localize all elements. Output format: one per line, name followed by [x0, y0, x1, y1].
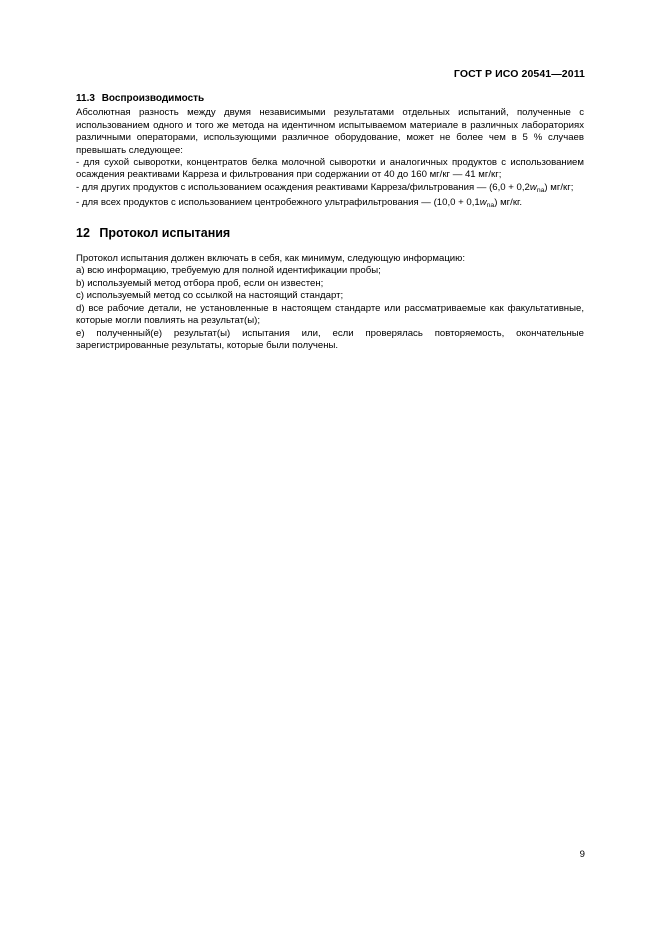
- reproducibility-item-1-text: - для сухой сыворотки, концентратов белка молочной сыворотки и аналогичных продуктов с использованием осаждения реактивами Карреза и фильтрования при содержании от 40 до 160 мг/кг — 41 мг/кг;: [76, 157, 584, 181]
- reproducibility-item-2-formula: [489, 182, 573, 193]
- reproducibility-item-1: [76, 157, 584, 182]
- reproducibility-item-2-text: - для других продуктов с использованием осаждения реактивами Карреза/фильтрования —: [76, 181, 487, 193]
- protocol-item-d: d) все рабочие детали, не установленные в настоящем стандарте или рассматриваемые как факультативные, которые могли повлиять на результат(ы);: [76, 302, 584, 327]
- page-content: [76, 93, 584, 352]
- section-12-heading: [76, 227, 584, 239]
- formula-2-subscript: na: [536, 186, 545, 194]
- section-12-intro: Протокол испытания должен включать в себя, как минимум, следующую информацию:: [76, 253, 466, 265]
- section-11-3-paragraph: [76, 107, 584, 157]
- formula-3-subscript: na: [486, 202, 495, 210]
- section-11-3-para1-text: Абсолютная разность между двумя независимыми результатами отдельных испытаний, полученные с использованием одного и того же метода на идентичном испытываемом материале в различных лабораториях различными операторами, использующими различное оборудование, может не более чем в 5 % случаев превышать следующее:: [76, 107, 584, 156]
- protocol-item-c: c) используемый метод со ссылкой на настоящий стандарт;: [76, 290, 344, 302]
- protocol-item-e: e) полученный(е) результат(ы) испытания или, если проверялась повторяемость, окончательные зарегистрированные результаты, которые были получены.: [76, 327, 584, 351]
- reproducibility-item-3-formula: [434, 197, 522, 208]
- section-11-3-number: 11.3: [76, 93, 95, 104]
- standard-code-header: ГОСТ Р ИСО 20541—2011: [453, 68, 585, 80]
- section-11-3-heading: [76, 93, 584, 105]
- protocol-item-b: b) используемый метод отбора проб, если он известен;: [76, 277, 324, 289]
- formula-2-prefix: (6,0 + 0,2: [489, 181, 530, 193]
- formula-2-suffix: ) мг/кг;: [544, 181, 574, 193]
- section-11-3-title: Воспроизводимость: [101, 93, 205, 104]
- reproducibility-item-2: [76, 182, 584, 197]
- reproducibility-item-3: [76, 197, 584, 212]
- formula-3-prefix: (10,0 + 0,1: [433, 197, 480, 209]
- formula-2-variable: w: [529, 181, 537, 193]
- formula-3-variable: w: [479, 197, 487, 209]
- protocol-item-a: a) всю информацию, требуемую для полной идентификации пробы;: [76, 265, 381, 277]
- section-12-number: 12: [76, 225, 90, 240]
- section-12-title: Протокол испытания: [99, 225, 231, 240]
- formula-3-suffix: ) мг/кг.: [494, 197, 523, 209]
- page-number: 9: [579, 849, 585, 860]
- reproducibility-item-3-text: - для всех продуктов с использованием центробежного ультрафильтрования —: [76, 197, 431, 209]
